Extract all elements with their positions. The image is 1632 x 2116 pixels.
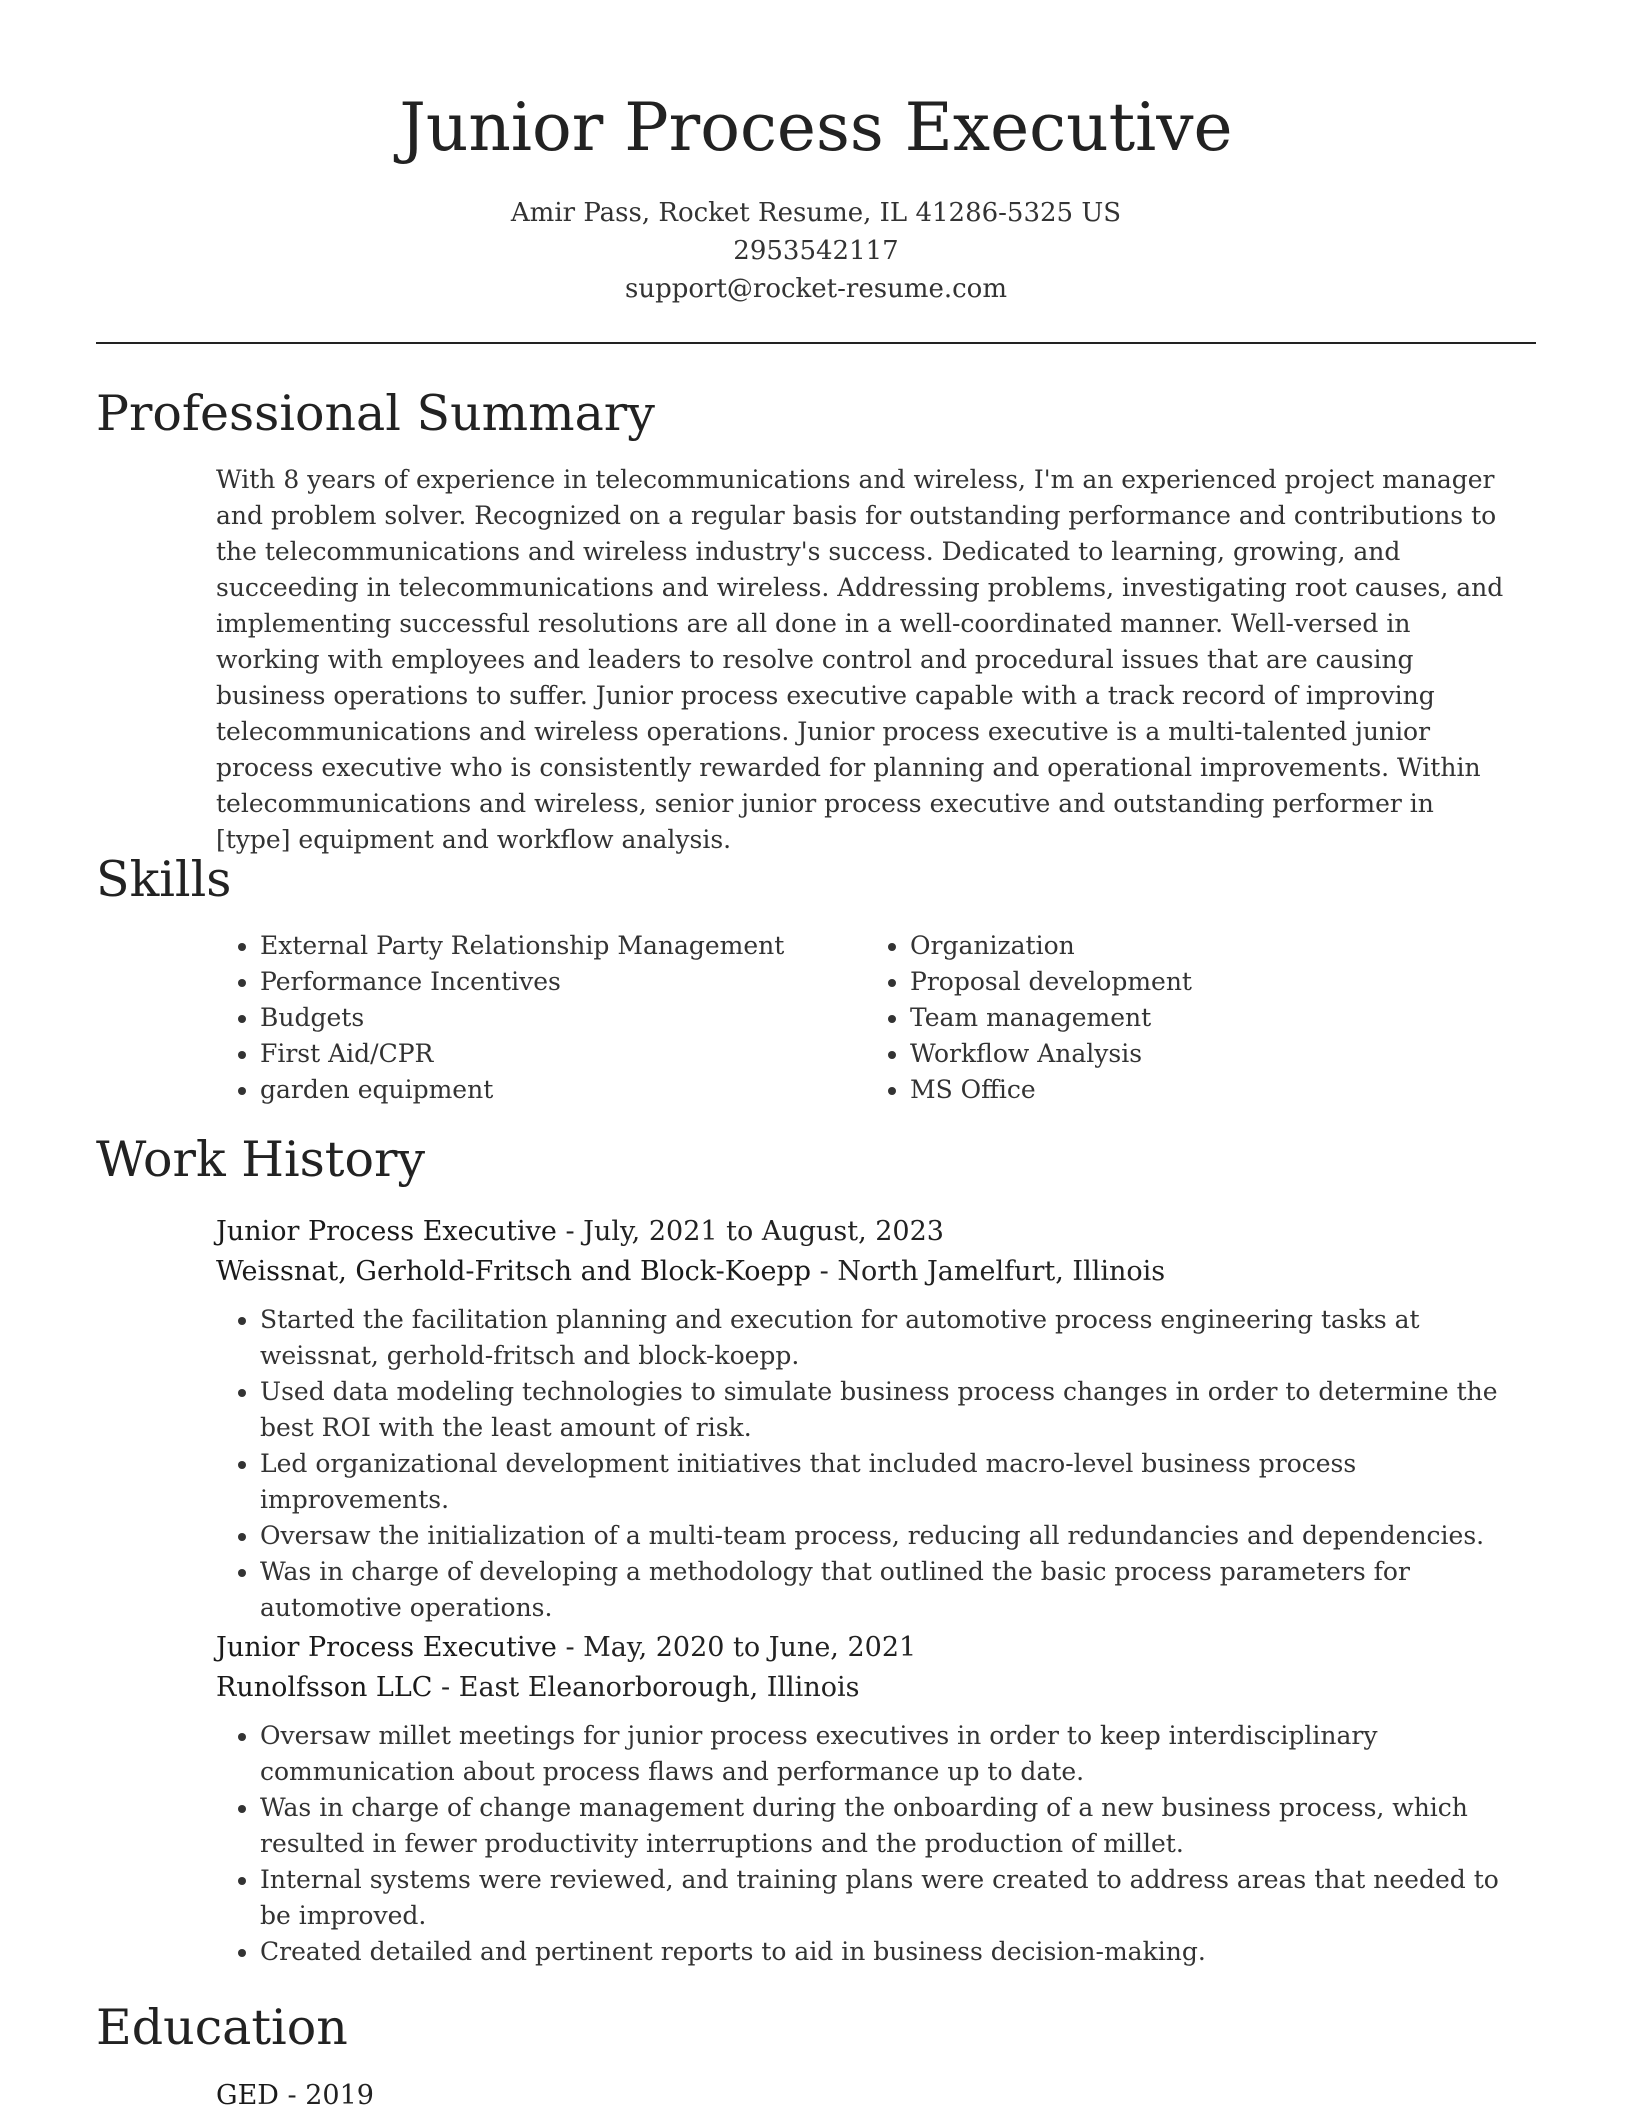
education-degree: GED: [216, 2080, 279, 2111]
skill-item: • Performance Incentives: [260, 964, 836, 1000]
skill-item: • Team management: [910, 1000, 1486, 1036]
resume-header: [0, 86, 1632, 308]
separator: -: [556, 1632, 584, 1663]
work-history-heading: Work History: [96, 1131, 426, 1188]
job-title: Junior Process Executive: [216, 1216, 557, 1247]
job-company: Runolfsson LLC: [216, 1672, 433, 1703]
separator: -: [556, 1216, 584, 1247]
job-entry: [216, 1212, 1516, 1626]
job-bullet: • Used data modeling technologies to simulate business process changes in order to determine the best ROI with the least amount of risk.: [260, 1374, 1516, 1446]
skill-item: • Organization: [910, 928, 1486, 964]
contact-phone: 2953542117: [733, 236, 899, 266]
skill-item: • garden equipment: [260, 1072, 836, 1108]
job-location: North Jamelfurt, Illinois: [837, 1256, 1166, 1287]
job-bullet: • Oversaw the initialization of a multi-team process, reducing all redundancies and dependencies.: [260, 1518, 1516, 1554]
job-bullets: [216, 1302, 1516, 1626]
header-divider: [96, 342, 1536, 344]
job-bullet: • Oversaw millet meetings for junior process executives in order to keep interdisciplinary communication about process flaws and performance up to date.: [260, 1718, 1516, 1790]
job-company-line: [216, 1252, 1516, 1292]
job-dates: July, 2021 to August, 2023: [583, 1216, 944, 1247]
job-bullet: • Was in charge of developing a methodology that outlined the basic process parameters for automotive operations.: [260, 1554, 1516, 1626]
summary-section: [216, 462, 1516, 858]
job-bullets: [216, 1718, 1516, 1970]
separator: -: [811, 1256, 838, 1287]
job-bullet: • Was in charge of change management during the onboarding of a new business process, which resulted in fewer productivity interruptions and the production of millet.: [260, 1790, 1516, 1862]
skill-item: • Budgets: [260, 1000, 836, 1036]
education-heading: Education: [96, 1999, 348, 2056]
skill-item: • MS Office: [910, 1072, 1486, 1108]
job-dates: May, 2020 to June, 2021: [583, 1632, 917, 1663]
skill-item: • Proposal development: [910, 964, 1486, 1000]
job-bullet: • Started the facilitation planning and execution for automotive process engineering tasks at weissnat, gerhold-fritsch and block-koepp.: [260, 1302, 1516, 1374]
job-entry: [216, 1628, 1516, 1970]
summary-heading: Professional Summary: [96, 385, 655, 442]
contact-address: Amir Pass, Rocket Resume, IL 41286-5325 US: [510, 198, 1122, 228]
job-company-line: [216, 1668, 1516, 1708]
job-location: East Eleanorborough, Illinois: [458, 1672, 860, 1703]
skill-item: • First Aid/CPR: [260, 1036, 836, 1072]
job-title-line: [216, 1628, 1516, 1668]
skills-heading: Skills: [96, 851, 232, 908]
job-company: Weissnat, Gerhold-Fritsch and Block-Koepp: [216, 1256, 812, 1287]
separator: -: [278, 2080, 306, 2111]
contact-email: support@rocket-resume.com: [624, 274, 1007, 304]
summary-text: With 8 years of experience in telecommunications and wireless, I'm an experienced project manager and problem solver. Recognized on a regular basis for outstanding performance and contributions to the telecommunications and wireless industry's success. Dedicated to learning, growing, and succeeding in telecommunications and wireless. Addressing problems, investigating root causes, and implementing successful resolutions are all done in a well-coordinated manner. Well-versed in working with employees and leaders to resolve control and procedural issues that are causing business operations to suffer. Junior process executive capable with a track record of improving telecommunications and wireless operations. Junior process executive is a multi-talented junior process executive who is consistently rewarded for planning and operational improvements. Within telecommunications and wireless, senior junior process executive and outstanding performer in [type] equipment and workflow analysis.: [216, 465, 1504, 854]
education-year: 2019: [305, 2080, 374, 2111]
skill-item: • Workflow Analysis: [910, 1036, 1486, 1072]
contact-block: [0, 194, 1632, 308]
job-title: Junior Process Executive: [216, 1632, 557, 1663]
education-section: [216, 2076, 1516, 2116]
skill-item: • External Party Relationship Management: [260, 928, 836, 964]
resume-title: Junior Process Executive: [399, 89, 1233, 166]
separator: -: [432, 1672, 459, 1703]
skills-column-right: [866, 928, 1486, 1108]
skills-column-left: [216, 928, 836, 1108]
education-line: [216, 2076, 1516, 2116]
job-title-line: [216, 1212, 1516, 1252]
job-bullet: • Created detailed and pertinent reports to aid in business decision-making.: [260, 1934, 1516, 1970]
job-bullet: • Led organizational development initiatives that included macro-level business process improvements.: [260, 1446, 1516, 1518]
job-bullet: • Internal systems were reviewed, and training plans were created to address areas that needed to be improved.: [260, 1862, 1516, 1934]
